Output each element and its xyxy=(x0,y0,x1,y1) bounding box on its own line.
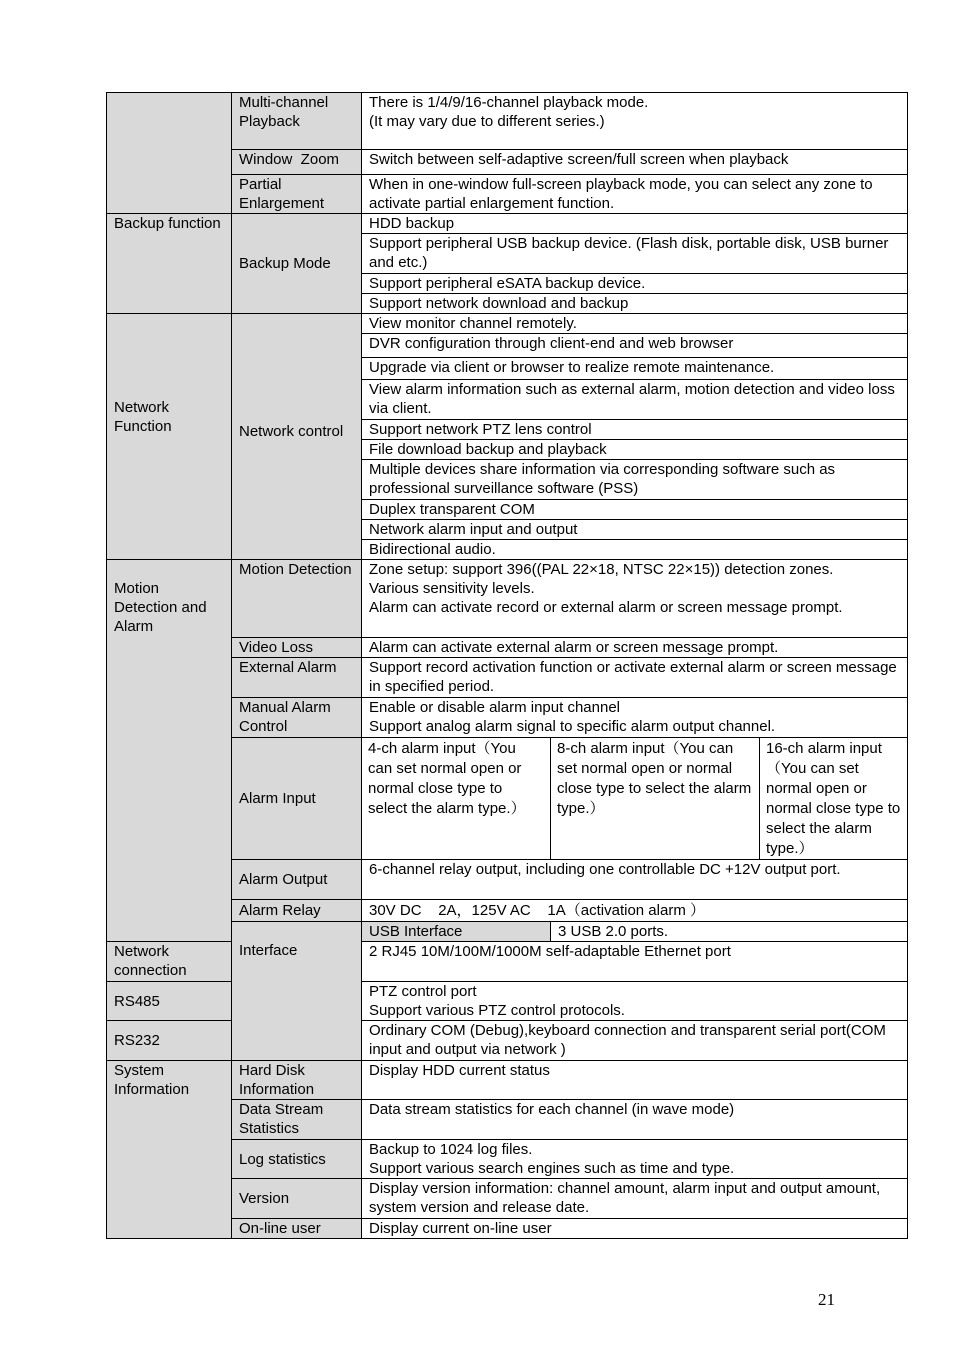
feature-data-stream: Data Stream Statistics xyxy=(232,1100,362,1140)
desc-external-alarm: Support record activation function or activate external alarm or screen message in specified period. xyxy=(362,658,908,698)
desc-line: Support various search engines such as time and type. xyxy=(369,1160,735,1177)
feature-rs485: RS485 xyxy=(107,982,232,1021)
feature-partial-enlargement: Partial Enlargement xyxy=(232,175,362,214)
feature-version: Version xyxy=(232,1179,362,1219)
feature-multichannel-playback: Multi-channel Playback xyxy=(232,93,362,150)
specification-table xyxy=(106,92,908,1239)
feature-log-statistics: Log statistics xyxy=(232,1140,362,1179)
feature-backup-mode: Backup Mode xyxy=(232,214,362,314)
feature-window-zoom: Window Zoom xyxy=(232,150,362,175)
feature-network-control: Network control xyxy=(232,314,362,560)
category-backup: Backup function xyxy=(107,214,232,314)
feature-video-loss: Video Loss xyxy=(232,638,362,658)
desc-version: Display version information: channel amount, alarm input and output amount, system version and release date. xyxy=(362,1179,908,1219)
category-motion xyxy=(107,560,232,942)
desc-data-stream: Data stream statistics for each channel (in wave mode) xyxy=(362,1100,908,1140)
table-row xyxy=(107,214,908,234)
feature-alarm-input: Alarm Input xyxy=(232,738,362,860)
desc-network-item: Upgrade via client or browser to realize remote maintenance. xyxy=(362,358,908,380)
page-number: 21 xyxy=(818,1290,835,1309)
desc-usb-interface: 3 USB 2.0 ports. xyxy=(551,922,908,942)
table-row xyxy=(107,1021,908,1061)
desc-window-zoom: Switch between self-adaptive screen/full screen when playback xyxy=(362,150,908,175)
desc-partial-enlargement: When in one-window full-screen playback mode, you can select any zone to activate partial enlargement function. xyxy=(362,175,908,214)
desc-manual-alarm xyxy=(362,698,908,738)
desc-backup-item: Support peripheral USB backup device. (Flash disk, portable disk, USB burner and etc.) xyxy=(362,234,908,274)
desc-alarm-relay: 30V DC 2A，125V AC 1A（activation alarm ） xyxy=(362,900,908,922)
table-row xyxy=(107,942,908,982)
feature-usb-interface: USB Interface xyxy=(362,922,551,942)
desc-video-loss: Alarm can activate external alarm or screen message prompt. xyxy=(362,638,908,658)
desc-online-user: Display current on-line user xyxy=(362,1219,908,1239)
category-interface-label: Interface xyxy=(239,942,298,959)
desc-line: Alarm can activate record or external alarm or screen message prompt. xyxy=(369,599,843,616)
desc-network-item: DVR configuration through client-end and web browser xyxy=(362,334,908,358)
alarm-input-option-4ch: 4-ch alarm input（You can set normal open or normal close type to select the alarm type.） xyxy=(362,738,551,860)
feature-motion-detection: Motion Detection xyxy=(232,560,362,638)
desc-alarm-output: 6-channel relay output, including one controllable DC +12V output port. xyxy=(362,860,908,900)
category-cell-playback xyxy=(107,93,232,214)
alarm-input-option-8ch: 8-ch alarm input（You can set normal open or normal close type to select the alarm type.） xyxy=(551,738,760,860)
table-row xyxy=(107,560,908,638)
desc-network-item: Multiple devices share information via corresponding software such as professional surveillance software (PSS) xyxy=(362,460,908,500)
desc-network-item: Bidirectional audio. xyxy=(362,540,908,560)
feature-network-connection: Network connection xyxy=(107,942,232,982)
feature-alarm-output: Alarm Output xyxy=(232,860,362,900)
desc-network-connection: 2 RJ45 10M/100M/1000M self-adaptable Ethernet port xyxy=(362,942,908,982)
feature-alarm-relay: Alarm Relay xyxy=(232,900,362,922)
desc-network-item: View monitor channel remotely. xyxy=(362,314,908,334)
desc-line: (It may vary due to different series.) xyxy=(369,113,605,130)
desc-multichannel-playback xyxy=(362,93,908,150)
table-row xyxy=(107,1061,908,1100)
desc-line: PTZ control port xyxy=(369,983,477,1000)
desc-line: Enable or disable alarm input channel xyxy=(369,699,620,716)
feature-external-alarm: External Alarm xyxy=(232,658,362,698)
feature-manual-alarm: Manual Alarm Control xyxy=(232,698,362,738)
desc-line: Zone setup: support 396((PAL 22×18, NTSC 22×15)) detection zones. xyxy=(369,561,834,578)
alarm-input-option-16ch: 16-ch alarm input（You can set normal open or normal close type to select the alarm type.） xyxy=(760,738,908,860)
feature-rs232: RS232 xyxy=(107,1021,232,1061)
table-row xyxy=(107,982,908,1021)
desc-network-item: Support network PTZ lens control xyxy=(362,420,908,440)
category-system: System Information xyxy=(107,1061,232,1239)
desc-line: There is 1/4/9/16-channel playback mode. xyxy=(369,94,649,111)
desc-line: Support various PTZ control protocols. xyxy=(369,1002,625,1019)
desc-hdd-info: Display HDD current status xyxy=(362,1061,908,1100)
category-interface xyxy=(232,922,362,1061)
feature-hdd-info: Hard Disk Information xyxy=(232,1061,362,1100)
desc-network-item: File download backup and playback xyxy=(362,440,908,460)
table-row xyxy=(107,93,908,150)
desc-rs485 xyxy=(362,982,908,1021)
desc-log-statistics xyxy=(362,1140,908,1179)
desc-line: Various sensitivity levels. xyxy=(369,580,535,597)
desc-network-item: View alarm information such as external alarm, motion detection and video loss via client. xyxy=(362,380,908,420)
desc-backup-item: HDD backup xyxy=(362,214,908,234)
desc-line: Backup to 1024 log files. xyxy=(369,1141,533,1158)
category-network: Network Function xyxy=(107,314,232,560)
desc-line: Support analog alarm signal to specific alarm output channel. xyxy=(369,718,776,735)
feature-online-user: On-line user xyxy=(232,1219,362,1239)
desc-network-item: Duplex transparent COM xyxy=(362,500,908,520)
desc-network-item: Network alarm input and output xyxy=(362,520,908,540)
desc-backup-item: Support network download and backup xyxy=(362,294,908,314)
category-motion-label: Motion Detection and Alarm xyxy=(114,580,207,635)
table-row xyxy=(107,314,908,334)
desc-backup-item: Support peripheral eSATA backup device. xyxy=(362,274,908,294)
desc-rs232: Ordinary COM (Debug),keyboard connection and transparent serial port(COM input and output via network ) xyxy=(362,1021,908,1061)
desc-motion-detection xyxy=(362,560,908,638)
